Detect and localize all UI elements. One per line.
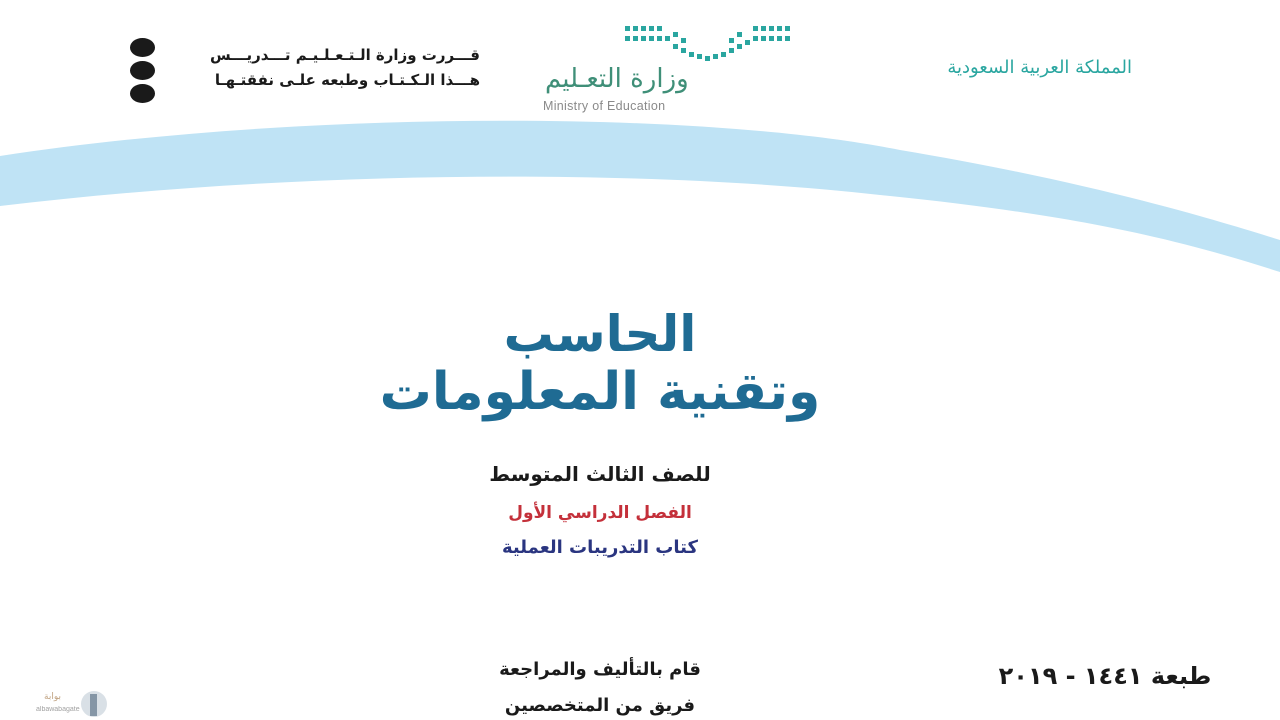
ministry-decree [126, 38, 486, 104]
credits-line-2: فريق من المتخصصين [504, 695, 696, 716]
ministry-name-english: Ministry of Education [543, 99, 666, 113]
decree-line-2: هـــذا الـكـتـاب وطبعه علـى نفقتـهـا [214, 71, 480, 89]
watermark-logo-icon [80, 688, 110, 720]
decree-line-1: قـــررت وزارة الـتـعـلـيـم تـــدريـــس [209, 46, 480, 64]
kingdom-name: المملكة العربية السعودية [947, 57, 1132, 78]
ministry-dots-icon [623, 20, 793, 66]
book-type-label: كتاب التدريبات العملية [502, 537, 698, 558]
grade-label: للصف الثالث المتوسط [489, 462, 711, 486]
watermark-arabic: بوابة [44, 692, 61, 702]
credits-line-1: قام بالتأليف والمراجعة [499, 659, 701, 680]
term-label: الفصل الدراسي الأول [508, 503, 692, 523]
decree-bullets-icon [126, 38, 158, 104]
book-title-line-1: الحاسب [503, 305, 697, 363]
ministry-name-arabic: وزارة التعـليم [545, 64, 689, 94]
watermark-english: albawabagate [36, 706, 80, 713]
edition-label: طبعة ١٤٤١ - ٢٠١٩ [998, 662, 1212, 690]
ministry-logo [535, 20, 795, 115]
book-title-line-2: وتقنية المعلومات [379, 362, 821, 422]
site-watermark [36, 688, 116, 720]
